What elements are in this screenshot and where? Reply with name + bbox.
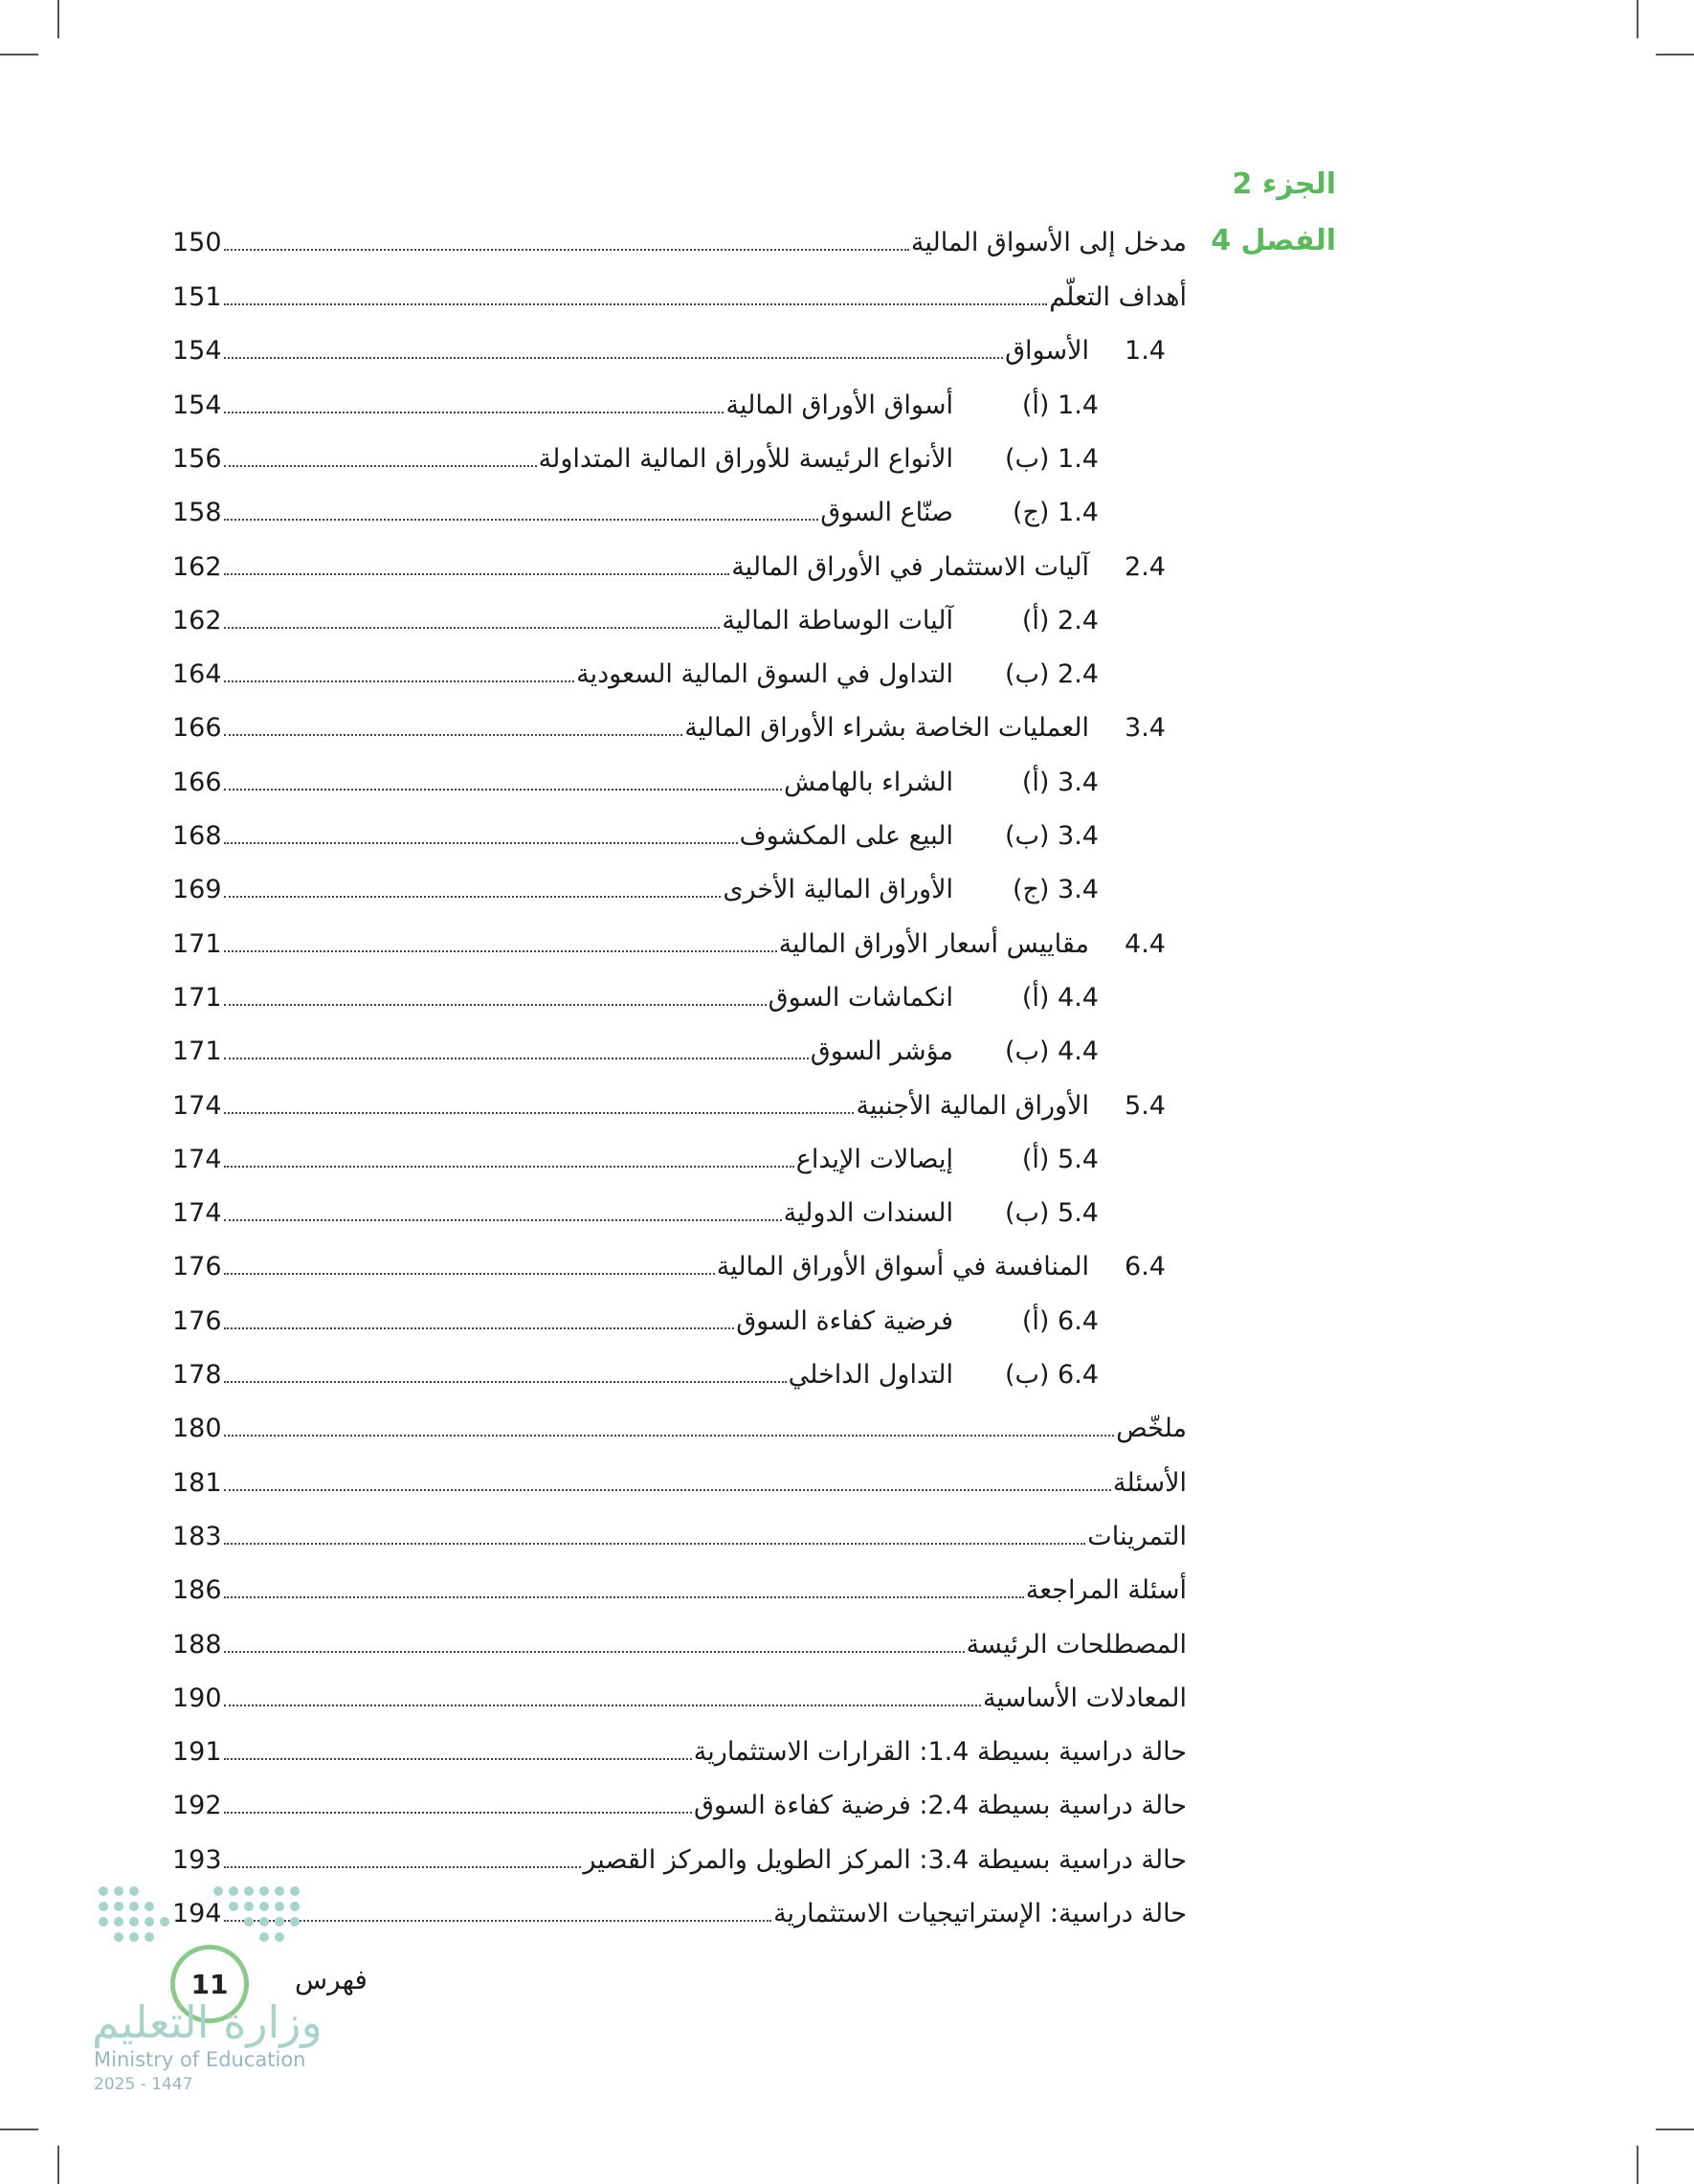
- section-number: 2.4: [1125, 552, 1166, 582]
- toc-entry[interactable]: [172, 548, 1166, 587]
- dot-leader: [224, 1112, 854, 1114]
- dot-leader: [224, 842, 738, 844]
- dot-leader: [224, 1166, 794, 1168]
- page-number: 194: [172, 1899, 222, 1928]
- entry-title: البيع على المكشوف: [739, 821, 953, 851]
- section-number: 1.4 (ب): [1004, 444, 1099, 474]
- dot-leader: [224, 1327, 734, 1329]
- page-number: 174: [172, 1198, 222, 1228]
- toc-entry[interactable]: [172, 602, 1099, 640]
- toc-entry[interactable]: [172, 764, 1099, 802]
- footer-label: فهرس: [295, 1964, 368, 1995]
- dot-leader: [224, 303, 1047, 305]
- entry-title: إيصالات الإيداع: [795, 1145, 953, 1174]
- dot-leader: [224, 734, 682, 736]
- page-number: 174: [172, 1091, 222, 1121]
- section-number: 3.4 (أ): [1021, 768, 1099, 797]
- entry-title: حالة دراسية: الإستراتيجيات الاستثمارية: [773, 1899, 1187, 1928]
- toc-entry[interactable]: [172, 1141, 1099, 1179]
- entry-title: حالة دراسية بسيطة 1.4: القرارات الاستثمارية: [693, 1737, 1187, 1767]
- toc-entry[interactable]: [172, 1895, 1187, 1933]
- entry-title: الشراء بالهامش: [783, 768, 953, 797]
- entry-title: الأسواق: [1005, 336, 1089, 366]
- toc-entry[interactable]: [172, 817, 1099, 856]
- dot-leader: [224, 1273, 715, 1275]
- dot-leader: [224, 412, 724, 413]
- page-number: 151: [172, 282, 222, 312]
- entry-title: حالة دراسية بسيطة 2.4: فرضية كفاءة السوق: [693, 1791, 1187, 1820]
- entry-title: الأسئلة: [1112, 1468, 1187, 1498]
- dot-leader: [224, 465, 537, 467]
- section-number: 4.4: [1125, 929, 1166, 959]
- dot-leader: [224, 1058, 809, 1059]
- entry-title: العمليات الخاصة بشراء الأوراق المالية: [684, 713, 1089, 743]
- toc-entry[interactable]: [172, 979, 1099, 1017]
- dot-leader: [224, 249, 909, 251]
- toc-entry[interactable]: [172, 709, 1166, 747]
- entry-title: صنّاع السوق: [820, 498, 953, 527]
- toc-entry[interactable]: [172, 925, 1166, 964]
- entry-title: ملخّص: [1116, 1414, 1187, 1443]
- page-number: 166: [172, 713, 222, 743]
- section-number: 5.4 (ب): [1004, 1198, 1099, 1228]
- toc-entry[interactable]: [172, 332, 1166, 370]
- entry-title: آليات الاستثمار في الأوراق المالية: [731, 552, 1089, 582]
- page-number: 174: [172, 1145, 222, 1174]
- ministry-name-english: Ministry of Education: [94, 2048, 306, 2071]
- section-number: 4.4 (أ): [1021, 983, 1099, 1013]
- section-number: 4.4 (ب): [1004, 1036, 1099, 1066]
- section-number: 1.4 (ج): [1012, 498, 1099, 527]
- section-number: 6.4: [1125, 1252, 1166, 1281]
- toc-entry[interactable]: [172, 494, 1099, 532]
- page-number: 191: [172, 1737, 222, 1767]
- section-number: 5.4: [1125, 1091, 1166, 1121]
- section-number: 5.4 (أ): [1021, 1145, 1099, 1174]
- page-number: 192: [172, 1791, 222, 1820]
- page-number: 154: [172, 390, 222, 420]
- dot-leader: [224, 1705, 981, 1706]
- toc-entry[interactable]: [172, 1410, 1187, 1448]
- toc-entry[interactable]: [172, 1733, 1187, 1772]
- page-number: 166: [172, 768, 222, 797]
- dot-leader: [224, 1435, 1114, 1437]
- section-number: 2.4 (ب): [1004, 659, 1099, 689]
- page-number: 176: [172, 1252, 222, 1281]
- toc-entry[interactable]: [172, 1626, 1187, 1664]
- entry-title: أسئلة المراجعة: [1025, 1575, 1187, 1605]
- entry-title: الأوراق المالية الأخرى: [723, 875, 953, 904]
- page-number: 190: [172, 1683, 222, 1713]
- dot-leader: [224, 1651, 965, 1653]
- page-number: 183: [172, 1522, 222, 1551]
- page-number: 164: [172, 659, 222, 689]
- toc-entry[interactable]: [172, 1680, 1187, 1718]
- section-number: 3.4 (ب): [1004, 821, 1099, 851]
- page-number: 162: [172, 552, 222, 582]
- dot-leader: [224, 1543, 1085, 1545]
- page-number: 176: [172, 1306, 222, 1336]
- toc-entry[interactable]: [172, 440, 1099, 479]
- entry-title: التداول الداخلي: [788, 1360, 953, 1390]
- section-number: 1.4: [1125, 336, 1166, 366]
- dot-leader: [224, 1489, 1111, 1491]
- toc-entry[interactable]: [172, 1087, 1166, 1125]
- dot-leader: [224, 789, 782, 791]
- dot-leader: [224, 1596, 1024, 1598]
- dot-leader: [224, 680, 574, 682]
- entry-title: آليات الوساطة المالية: [722, 606, 953, 635]
- toc-entry[interactable]: [172, 1787, 1187, 1825]
- page-number: 186: [172, 1575, 222, 1605]
- toc-entry[interactable]: [172, 871, 1099, 909]
- entry-title: التداول في السوق المالية السعودية: [576, 659, 953, 689]
- toc-entry[interactable]: [172, 656, 1099, 694]
- toc-entry[interactable]: [172, 1248, 1166, 1286]
- page-number: 193: [172, 1845, 222, 1875]
- toc-entry[interactable]: [172, 1033, 1099, 1071]
- toc-entry[interactable]: [172, 1518, 1187, 1556]
- page-number: 171: [172, 983, 222, 1013]
- dot-leader: [224, 896, 721, 898]
- toc-entry[interactable]: [172, 1356, 1099, 1394]
- entry-title: المعادلات الأساسية: [982, 1683, 1187, 1713]
- entry-title: حالة دراسية بسيطة 3.4: المركز الطويل والمركز القصير: [583, 1845, 1187, 1875]
- page-number: 180: [172, 1414, 222, 1443]
- entry-title: أسواق الأوراق المالية: [725, 390, 953, 420]
- toc-entry[interactable]: [172, 1571, 1187, 1610]
- page-number: 188: [172, 1630, 222, 1660]
- chapter-title: مدخل إلى الأسواق المالية: [910, 228, 1187, 257]
- toc-entry[interactable]: [172, 1303, 1099, 1341]
- page-number: 181: [172, 1468, 222, 1498]
- dot-leader: [224, 1812, 692, 1814]
- dot-leader: [224, 1866, 581, 1868]
- toc-entry[interactable]: [172, 1464, 1187, 1503]
- page-number: 158: [172, 498, 222, 527]
- page-number: 162: [172, 606, 222, 635]
- entry-title: الأنواع الرئيسة للأوراق المالية المتداولة: [538, 444, 953, 474]
- page-number: 154: [172, 336, 222, 366]
- section-number: 6.4 (ب): [1004, 1360, 1099, 1390]
- page-number: 168: [172, 821, 222, 851]
- page-number: 178: [172, 1360, 222, 1390]
- section-number: 3.4: [1125, 713, 1166, 743]
- ministry-name-arabic: وزارة التعليم: [92, 1996, 323, 2048]
- section-number: 2.4 (أ): [1021, 606, 1099, 635]
- dot-leader: [224, 1219, 782, 1221]
- dot-leader: [224, 573, 729, 575]
- entry-title: الأوراق المالية الأجنبية: [856, 1091, 1089, 1121]
- page-number: 156: [172, 444, 222, 474]
- section-number: 6.4 (أ): [1021, 1306, 1099, 1336]
- entry-title: السندات الدولية: [783, 1198, 953, 1228]
- toc-entry[interactable]: [172, 279, 1187, 317]
- page-number: 150: [172, 228, 222, 257]
- entry-title: مؤشر السوق: [810, 1036, 953, 1066]
- entry-title: المصطلحات الرئيسة: [966, 1630, 1187, 1660]
- section-number: 1.4 (أ): [1021, 390, 1099, 420]
- dot-leader: [224, 1004, 767, 1006]
- entry-title: التمرينات: [1087, 1522, 1187, 1551]
- chapter-title-row[interactable]: [172, 224, 1187, 262]
- entry-title: مقاييس أسعار الأوراق المالية: [778, 929, 1089, 959]
- dot-leader: [224, 1920, 771, 1922]
- part-title: الجزء 2: [1232, 167, 1336, 201]
- chapter-label: الفصل 4: [1211, 224, 1336, 257]
- entry-title: أهداف التعلّم: [1049, 282, 1187, 312]
- page-number: 171: [172, 1036, 222, 1066]
- entry-title: انكماشات السوق: [768, 983, 953, 1013]
- toc-entry[interactable]: [172, 1841, 1187, 1880]
- section-number: 3.4 (ج): [1012, 875, 1099, 904]
- ministry-year: 2025 - 1447: [94, 2075, 193, 2094]
- dot-leader: [224, 627, 720, 629]
- dot-leader: [224, 1758, 692, 1760]
- entry-title: فرضية كفاءة السوق: [736, 1306, 953, 1336]
- toc-entry[interactable]: [172, 1194, 1099, 1233]
- dot-leader: [224, 357, 1003, 359]
- toc-entry[interactable]: [172, 387, 1099, 425]
- page-number: 171: [172, 929, 222, 959]
- dot-leader: [224, 519, 818, 521]
- dot-leader: [224, 950, 777, 952]
- dot-leader: [224, 1381, 787, 1383]
- page-number-badge: 11: [170, 1945, 249, 2023]
- entry-title: المنافسة في أسواق الأوراق المالية: [716, 1252, 1089, 1281]
- page-number: 169: [172, 875, 222, 904]
